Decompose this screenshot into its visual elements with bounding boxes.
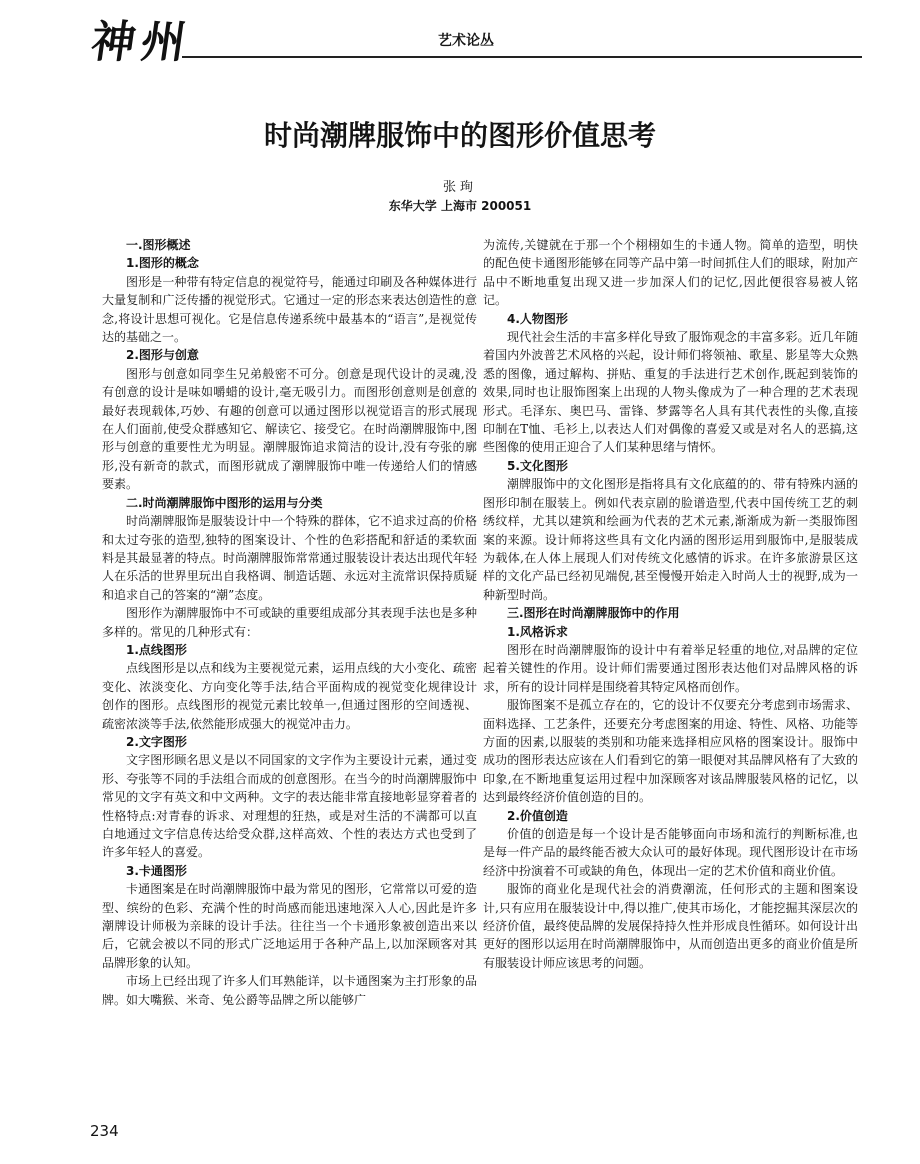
paragraph: 服饰的商业化是现代社会的消费潮流，任何形式的主题和图案设计,只有应用在服装设计中,得以推广,使其市场化，才能挖掘其深层次的经济价值，最终使品牌的发展保持持久性并形成良性循环。如何设计出更好的图形以运用在时尚潮牌服饰中，从而创造出更多的商业价值是所有服装设计师应该思考的问题。 xyxy=(483,882,858,970)
page-number: 234 xyxy=(90,1122,119,1140)
paragraph: 价值的创造是每一个设计是否能够面向市场和流行的判断标准,也是每一件产品的最终能否被大众认可的最好体现。现代图形设计在市场经济中扮演着不可或缺的角色，体现出一定的艺术价值和商业价值。 xyxy=(483,827,858,878)
paragraph: 为流传,关键就在于那一个个栩栩如生的卡通人物。简单的造型，明快的配色使卡通图形能够在同等产品中第一时间抓住人们的眼球，附加产品中不断地重复出现又进一步加深人们的记忆,因此便很容易被人铭记。 xyxy=(483,238,858,308)
subsection-heading: 1.图形的概念 xyxy=(126,256,199,271)
subsection-heading: 3.卡通图形 xyxy=(126,863,187,878)
paragraph: 点线图形是以点和线为主要视觉元素，运用点线的大小变化、疏密变化、浓淡变化、方向变化等手法,结合平面构成的视觉变化规律设计创作的图形。点线图形的视觉元素比较单一,但通过图形的空间透视、疏密浓淡等手法,依然能形成强大的视觉冲击力。 xyxy=(102,661,477,731)
paragraph: 图形是一种带有特定信息的视觉符号，能通过印刷及各种媒体进行大量复制和广泛传播的视觉形式。它通过一定的形态来表达创造性的意念,将设计思想可视化。它是信息传递系统中最基本的“语言”,是视觉传达的基础之一。 xyxy=(102,274,477,345)
author-affiliation: 东华大学 上海市 200051 xyxy=(388,199,532,213)
subsection-heading: 1.点线图形 xyxy=(126,642,187,657)
subsection-heading: 4.人物图形 xyxy=(507,311,568,326)
article-title: 时尚潮牌服饰中的图形价值思考 xyxy=(263,119,656,152)
subsection-heading: 2.文字图形 xyxy=(126,734,187,749)
journal-logo: 神州 xyxy=(87,17,195,68)
section-heading: 三.图形在时尚潮牌服饰中的作用 xyxy=(507,606,680,621)
section-tag: 艺术论丛 xyxy=(438,33,494,49)
right-column xyxy=(483,236,858,972)
paragraph: 图形作为潮牌服饰中不可或缺的重要组成部分其表现手法也是多种多样的。常见的几种形式有： xyxy=(102,606,477,639)
subsection-heading: 5.文化图形 xyxy=(507,458,568,473)
paragraph: 图形在时尚潮牌服饰的设计中有着举足轻重的地位,对品牌的定位起着关键性的作用。设计师们需要通过图形表达他们对品牌风格的诉求，所有的设计同样是围绕着其特定风格而创作。 xyxy=(483,642,858,694)
section-heading: 二.时尚潮牌服饰中图形的运用与分类 xyxy=(126,495,323,510)
section-heading: 一.图形概述 xyxy=(126,238,191,252)
paragraph: 市场上已经出现了许多人们耳熟能详，以卡通图案为主打形象的品牌。如大嘴猴、米奇、兔公爵等品牌之所以能够广 xyxy=(102,974,477,1007)
left-column xyxy=(102,236,477,1009)
header-rule xyxy=(182,56,862,58)
paragraph: 时尚潮牌服饰是服装设计中一个特殊的群体，它不追求过高的价格和太过夸张的造型,独特的图案设计、个性的色彩搭配和舒适的柔软面料是其最显著的特点。时尚潮牌服饰常常通过服装设计表达出现代年轻人在乐活的世界里玩出自我格调、制造话题、永远对主流常识保持质疑和追求自己的答案的“潮”态度。 xyxy=(102,514,477,602)
author-name: 张珣 xyxy=(442,180,477,195)
paragraph: 潮牌服饰中的文化图形是指将具有文化底蕴的的、带有特殊内涵的图形印制在服装上。例如代表京剧的脸谱造型,代表中国传统工艺的刺绣纹样，尤其以建筑和绘画为代表的艺术元素,渐渐成为新一类服饰图案的来源。设计师将这些具有文化内涵的图形运用到服饰中,是服装成为载体,在人体上展现人们对传统文化感情的诉求。在许多旅游景区这样的文化产品已经初见端倪,甚至慢慢开始走入时尚人士的视野,成为一种新型时尚。 xyxy=(483,477,858,602)
subsection-heading: 2.价值创造 xyxy=(507,808,568,823)
paragraph: 图形与创意如同孪生兄弟般密不可分。创意是现代设计的灵魂,没有创意的设计是味如嚼蜡的设计,毫无吸引力。而图形创意则是创意的最好表现载体,巧妙、有趣的创意可以通过图形以视觉语言的形式展现在人们面前,使受众群感知它、解读它、接受它。在时尚潮牌服饰中,图形与创意的重要性尤为明显。潮牌服饰追求简洁的设计,没有夸张的廓形,没有新奇的款式，而图形就成了潮牌服饰中唯一传递给人们的情感要素。 xyxy=(102,366,477,492)
paragraph: 卡通图案是在时尚潮牌服饰中最为常见的图形，它常常以可爱的造型、缤纷的色彩、充满个性的时尚感而能迅速地深入人心,因此是许多潮牌设计师极为亲睐的设计手法。往往当一个卡通形象被创造出来以后，它就会被以不同的形式广泛地运用于各种产品上,以加深顾客对其品牌形象的认知。 xyxy=(102,882,477,970)
subsection-heading: 2.图形与创意 xyxy=(126,348,199,363)
paragraph: 现代社会生活的丰富多样化导致了服饰观念的丰富多彩。近几年随着国内外波普艺术风格的兴起，设计师们将领袖、歌星、影星等大众熟悉的图像，通过解构、拼贴、重复的手法进行艺术创作,既起到装饰的效果,同时也让服饰图案上出现的人物头像成为了一种合理的艺术表现形式。毛泽东、奥巴马、雷锋、梦露等名人具有其代表性的头像,直接印制在T恤、毛衫上,以表达人们对偶像的喜爱又或是对名人的恶搞,这些图像的使用正迎合了人们某种思绪与情怀。 xyxy=(483,330,858,455)
paragraph: 文字图形顾名思义是以不同国家的文字作为主要设计元素，通过变形、夸张等不同的手法组合而成的创意图形。在当今的时尚潮牌服饰中常见的文字有英文和中文两种。文字的表达能非常直接地彰显穿着者的性格特点:对青春的诉求、对理想的狂热，或是对生活的不满都可以直白地通过文字信息传达给受众群,这样高效、个性的表达方式也受到了许多年轻人的喜爱。 xyxy=(102,753,477,860)
paragraph: 服饰图案不是孤立存在的，它的设计不仅要充分考虑到市场需求、面料选择、工艺条件，还要充分考虑图案的用途、特性、风格、功能等方面的因素,以服装的类别和功能来选择相应风格的图案设计。服饰中成功的图形表达应该在人们看到它的第一眼便对其品牌风格有了大致的印象,在不断地重复运用过程中加深顾客对该品牌服装风格的记忆，以达到最终经济价值创造的目的。 xyxy=(483,698,858,805)
subsection-heading: 1.风格诉求 xyxy=(507,624,568,639)
